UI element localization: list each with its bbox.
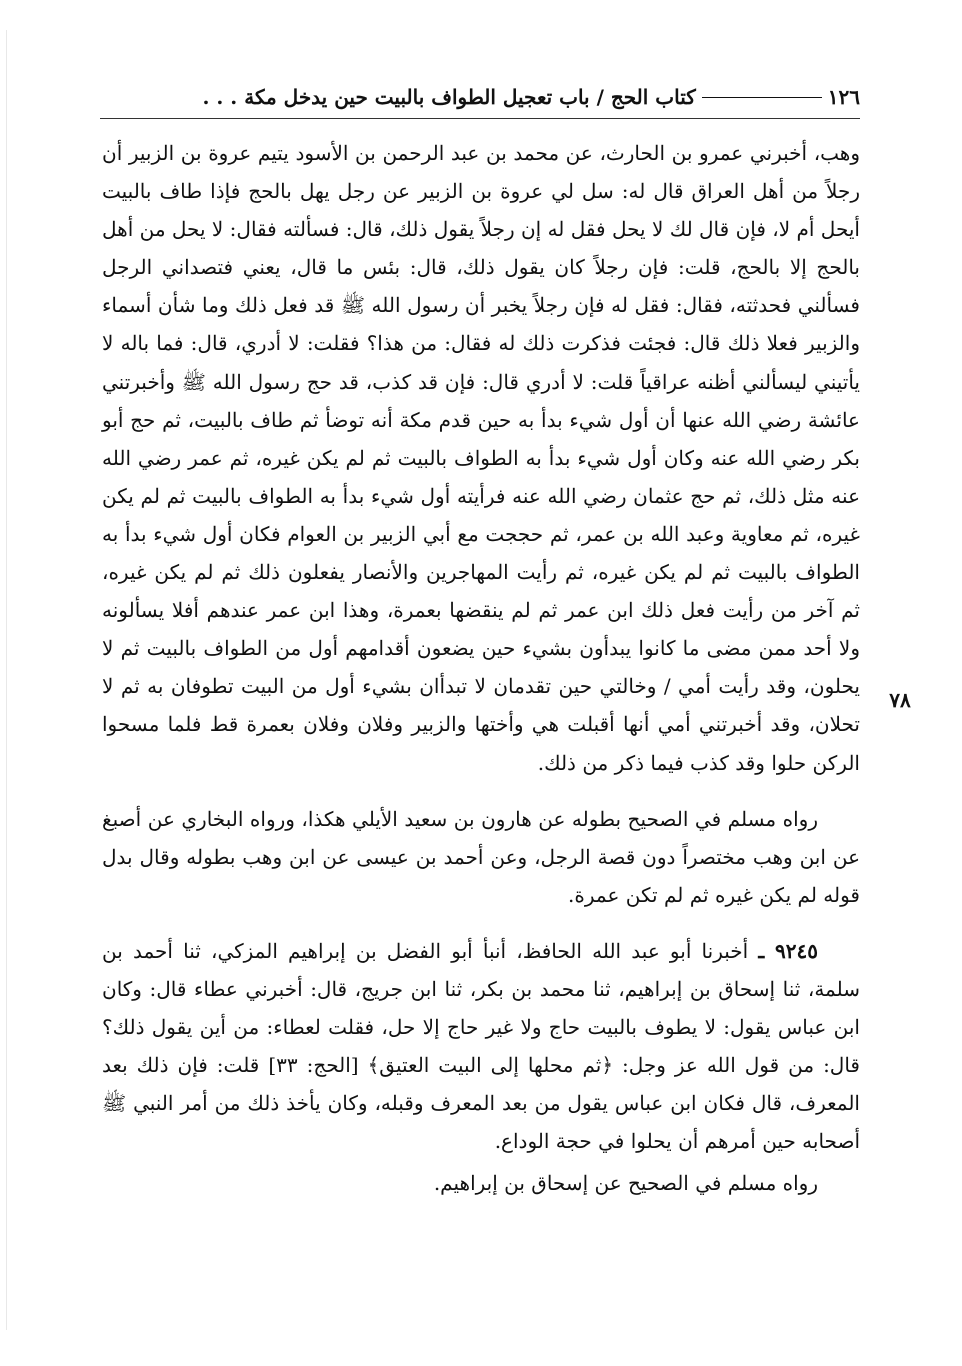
scan-edge-line — [6, 30, 7, 1330]
header-divider — [100, 118, 860, 119]
paragraph-hadith-9245 — [102, 932, 860, 1161]
hadith-text: أخبرنا أبو عبد الله الحافظ، أنبأ أبو الفضل بن إبراهيم المزكي، ثنا أحمد بن سلمة، ثنا إسحاق بن إبراهيم، ثنا محمد بن بكر، ثنا ابن جريج، قال: أخبرني عطاء قال: وكان ابن عباس يقول: لا يطوف بالبيت حاج ولا غير حاج إلا حل، فقلت لعطاء: من أين يقول ذلك؟ قال: من قول الله عز وجل: ﴿ثم محلها إلى البيت العتيق﴾ [الحج: ٣٣] قلت: فإن ذلك بعد المعرف، قال فكان ابن عباس يقول من بعد المعرف وقبله، وكان يأخذ ذلك من أمر النبي ﷺ أصحابه حين أمرهم أن يحلوا في حجة الوداع. — [102, 938, 860, 1154]
running-header — [100, 80, 860, 114]
page-number: ١٢٦ — [827, 85, 860, 109]
paragraph-riwaya-muslim-bukhari: رواه مسلم في الصحيح بطوله عن هارون بن سعيد الأيلي هكذا، ورواه البخاري عن أصبغ عن ابن وهب مختصراً دون قصة الرجل، وعن أحمد بن عيسى عن ابن وهب بطوله وقال بدل قوله لم يكن غيره ثم لم تكن عمرة. — [102, 806, 860, 907]
hadith-number: ٩٢٤٥ ـ — [758, 938, 819, 963]
header-rule — [702, 97, 822, 98]
margin-folio-number: ٧٨ — [889, 688, 911, 712]
main-text — [102, 134, 860, 1203]
paragraph-riwaya-muslim: رواه مسلم في الصحيح عن إسحاق بن إبراهيم. — [433, 1171, 818, 1196]
header-title: كتاب الحج / باب تعجيل الطواف بالبيت حين يدخل مكة . . . — [202, 85, 696, 109]
paragraph-hadith-continuation: وهب، أخبرني عمرو بن الحارث، عن محمد بن عبد الرحمن بن الأسود يتيم عروة بن الزبير أن رجلاً من أهل العراق قال له: سل لي عروة بن الزبير عن رجل يهل بالحج فإذا طاف بالبيت أيحل أم لا، فإن قال لك لا يحل فقل له إن رجلاً يقول ذلك، قال: فسألته فقال: لا يحل من أهل بالحج إلا بالحج، قلت: فإن رجلاً كان يقول ذلك، قال: بئس ما قال، يعني فتصداني الرجل فسألني فحدثته، فقال: فقل له فإن رجلاً يخبر أن رسول الله ﷺ قد فعل ذلك وما شأن أسماء والزبير فعلا ذلك قال: فجئت فذكرت ذلك له فقال: من هذا؟ فقلت: لا أدري، قال: فما باله لا يأتيني ليسألني أظنه عراقياً قلت: لا أدري قال: فإن قد كذب، قد حج رسول الله ﷺ وأخبرتني عائشة رضي الله عنها أن أول شيء بدأ به حين قدم مكة أنه توضأ ثم طاف بالبيت، ثم حج أبو بكر رضي الله عنه وكان أول شيء بدأ به الطواف بالبيت ثم لم يكن غيره، ثم عمر رضي الله عنه مثل ذلك، ثم حج عثمان رضي الله عنه فرأيته أول شيء بدأ به الطواف بالبيت ثم لم يكن غيره، ثم معاوية وعبد الله بن عمر، ثم حججت مع أبي الزبير بن العوام فكان أول شيء بدأ به الطواف بالبيت ثم لم يكن غيره، ثم رأيت المهاجرين والأنصار يفعلون ذلك ثم لم يكن غيره، ثم آخر من رأيت فعل ذلك ابن عمر ثم لم ينقضها بعمرة، وهذا ابن عمر عندهم أفلا يسألونه ولا أحد ممن مضى ما كانوا يبدأون بشيء حين يضعون أقدامهم أول من الطواف بالبيت ثم لا يحلون، وقد رأيت أمي / وخالتي حين تقدمان لا تبدأان بشيء أول من البيت تطوفان به ثم لا تحلان، وقد أخبرتني أمي أنها أقبلت هي وأختها والزبير وفلان وفلان بعمرة قط فلما مسحوا الركن حلوا وقد كذب فيما ذكر من ذلك. — [102, 141, 860, 775]
